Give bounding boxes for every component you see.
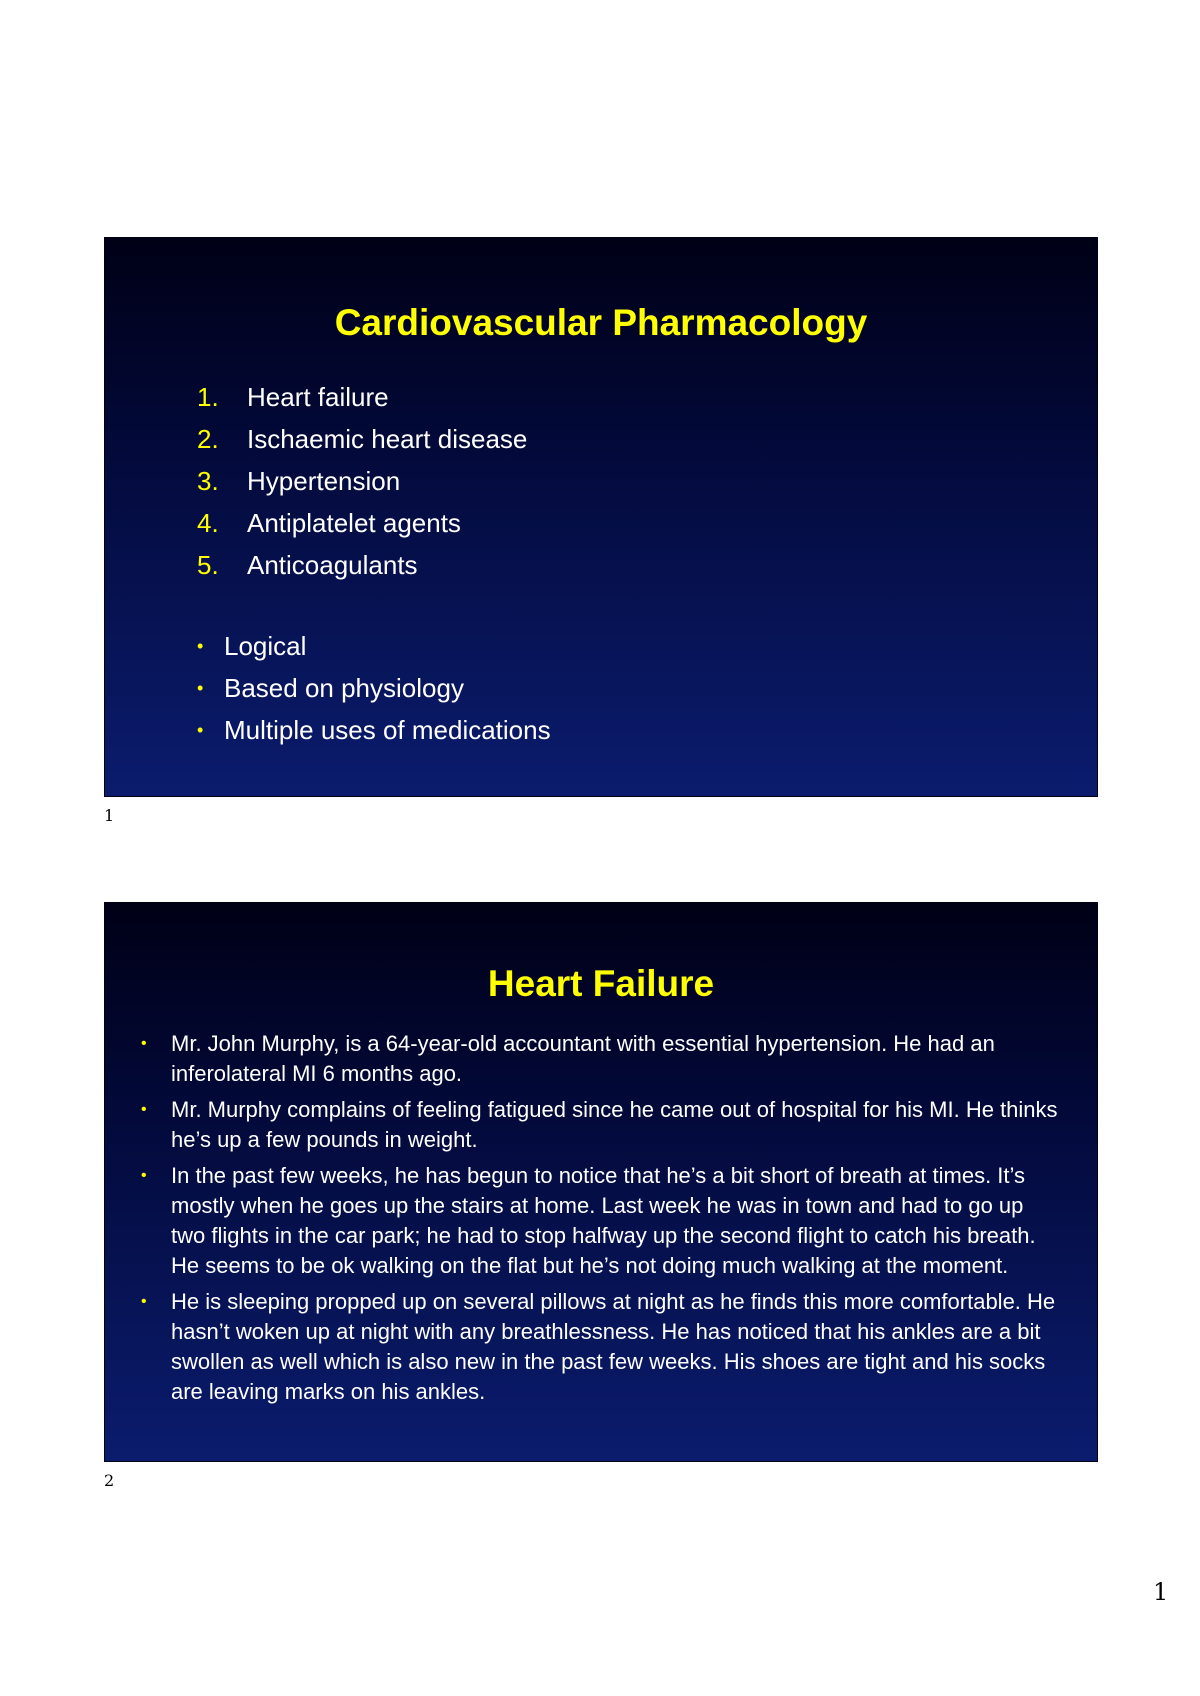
- bullet-item: [197, 709, 551, 751]
- bullet-list: [197, 625, 551, 751]
- slide-number: 2: [104, 1471, 115, 1490]
- list-item-text: Hypertension: [247, 466, 401, 496]
- bullet-icon: •: [197, 636, 204, 656]
- bullet-text: In the past few weeks, he has begun to notice that he’s a bit short of breath at times. It’s mostly when he goes up the stairs at home. Last week he was in town and had to go up two flights in the car park; he had to stop halfway up the second flight to catch his breath. He seems to be ok walking on the flat but he’s not doing much walking at the moment.: [171, 1163, 1036, 1278]
- bullet-icon: •: [141, 1167, 147, 1184]
- list-item-text: Heart failure: [247, 382, 389, 412]
- slide-title: Heart Failure: [487, 963, 715, 1004]
- bullet-item: [141, 1161, 1061, 1281]
- bullet-icon: •: [141, 1101, 147, 1118]
- bullet-item: [197, 625, 551, 667]
- bullet-text: Multiple uses of medications: [224, 715, 551, 745]
- topic-list: [197, 376, 527, 586]
- slide-2: [104, 902, 1098, 1462]
- list-item-text: Ischaemic heart disease: [247, 424, 528, 454]
- bullet-text: Mr. Murphy complains of feeling fatigued since he came out of hospital for his MI. He thinks he’s up a few pounds in weight.: [171, 1097, 1058, 1152]
- list-number: 5.: [197, 550, 219, 580]
- list-item: [197, 544, 527, 586]
- slide-title: Cardiovascular Pharmacology: [334, 302, 868, 343]
- bullet-item: [197, 667, 551, 709]
- list-number: 1.: [197, 382, 219, 412]
- list-number: 2.: [197, 424, 219, 454]
- bullet-icon: •: [141, 1035, 147, 1052]
- page-number: 1: [1153, 1578, 1169, 1606]
- list-item: [197, 376, 527, 418]
- case-description-list: [141, 1029, 1061, 1413]
- list-item-text: Anticoagulants: [247, 550, 418, 580]
- slide-1: [104, 237, 1098, 797]
- bullet-item: [141, 1287, 1061, 1407]
- bullet-item: [141, 1029, 1061, 1089]
- bullet-text: He is sleeping propped up on several pillows at night as he finds this more comfortable. He hasn’t woken up at night with any breathlessness. He has noticed that his ankles are a bit swollen as well which is also new in the past few weeks. His shoes are tight and his socks are leaving marks on his ankles.: [171, 1289, 1056, 1404]
- bullet-icon: •: [197, 720, 204, 740]
- list-item: [197, 460, 527, 502]
- bullet-text: Based on physiology: [224, 673, 464, 703]
- bullet-icon: •: [197, 678, 204, 698]
- list-item: [197, 418, 527, 460]
- bullet-icon: •: [141, 1293, 147, 1310]
- list-number: 3.: [197, 466, 219, 496]
- bullet-item: [141, 1095, 1061, 1155]
- slide-number: 1: [104, 806, 115, 825]
- list-number: 4.: [197, 508, 219, 538]
- list-item: [197, 502, 527, 544]
- bullet-text: Mr. John Murphy, is a 64-year-old accountant with essential hypertension. He had an inferolateral MI 6 months ago.: [171, 1031, 995, 1086]
- bullet-text: Logical: [224, 631, 307, 661]
- list-item-text: Antiplatelet agents: [247, 508, 461, 538]
